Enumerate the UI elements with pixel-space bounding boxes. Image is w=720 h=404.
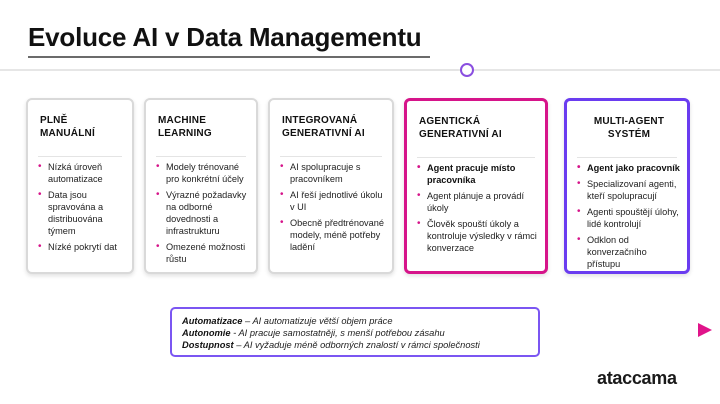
stage-bullets	[156, 161, 250, 269]
summary-text: - AI pracuje samostatněji, s menší potřebou zásahu	[230, 328, 445, 338]
summary-term: Autonomie	[182, 328, 231, 338]
bullet-item: • AI spolupracuje s pracovníkem	[280, 161, 386, 185]
stage-card-agentic-genai	[404, 98, 548, 274]
divider	[577, 157, 677, 158]
divider	[156, 156, 246, 157]
bullet-item: • Agent pracuje místo pracovníka	[417, 162, 539, 186]
summary-line-accessibility	[182, 339, 528, 351]
stage-card-multi-agent	[564, 98, 690, 274]
stage-heading: INTEGROVANÁ GENERATIVNÍ AI	[282, 115, 365, 139]
stage-heading: MULTI-AGENT SYSTÉM	[593, 116, 665, 140]
bullet-item: • Modely trénované pro konkrétní účely	[156, 161, 250, 185]
summary-line-automation	[182, 315, 528, 327]
summary-text: – AI automatizuje větší objem práce	[242, 316, 393, 326]
bullet-item: • Agent plánuje a provádí úkoly	[417, 190, 539, 214]
bullet-item: • Omezené možnosti růstu	[156, 241, 250, 265]
bullet-item: • Data jsou spravována a distribuována týmem	[38, 189, 126, 237]
page-title: Evoluce AI v Data Managementu	[28, 22, 422, 52]
company-logo: ataccama	[597, 368, 677, 388]
stage-bullets	[280, 161, 386, 257]
timeline-marker-icon	[461, 64, 473, 76]
bullet-item: • Odklon od konverzačního přístupu	[577, 234, 681, 270]
bullet-item: • Obecně předtrénované modely, méně potřeby ladění	[280, 217, 386, 253]
title-underline	[28, 56, 430, 58]
divider	[38, 156, 122, 157]
bullet-item: • Nízké pokrytí dat	[38, 241, 126, 253]
timeline-track	[0, 60, 720, 80]
bullet-item: • Člověk spouští úkoly a kontroluje výsledky v rámci konverzace	[417, 218, 539, 254]
bullet-item: • AI řeší jednotlivé úkolu v UI	[280, 189, 386, 213]
summary-text: – AI vyžaduje méně odborných znalostí v rámci společnosti	[233, 340, 480, 350]
bullet-item: • Výrazné požadavky na odborné dovednosti a infrastrukturu	[156, 189, 250, 237]
summary-line-autonomy	[182, 327, 528, 339]
stage-bullets	[577, 162, 681, 274]
stage-heading: MACHINE LEARNING	[158, 115, 212, 139]
stage-bullets	[417, 162, 539, 258]
summary-term: Dostupnost	[182, 340, 234, 350]
stage-card-manual	[26, 98, 134, 274]
divider	[417, 157, 535, 158]
stage-heading: PLNĚ MANUÁLNÍ	[40, 115, 95, 139]
bullet-item: • Agenti spouštějí úlohy, lidé kontrolují	[577, 206, 681, 230]
stage-bullets	[38, 161, 126, 257]
divider	[280, 156, 382, 157]
bullet-item: • Agent jako pracovník	[577, 162, 681, 174]
bullet-item: • Nízká úroveň automatizace	[38, 161, 126, 185]
summary-box	[170, 307, 540, 357]
stage-card-machine-learning	[144, 98, 258, 274]
stage-heading: AGENTICKÁ GENERATIVNÍ AI	[419, 116, 502, 140]
bullet-item: • Specializovaní agenti, kteří spolupracují	[577, 178, 681, 202]
stage-card-integrated-genai	[268, 98, 394, 274]
summary-term: Automatizace	[182, 316, 243, 326]
